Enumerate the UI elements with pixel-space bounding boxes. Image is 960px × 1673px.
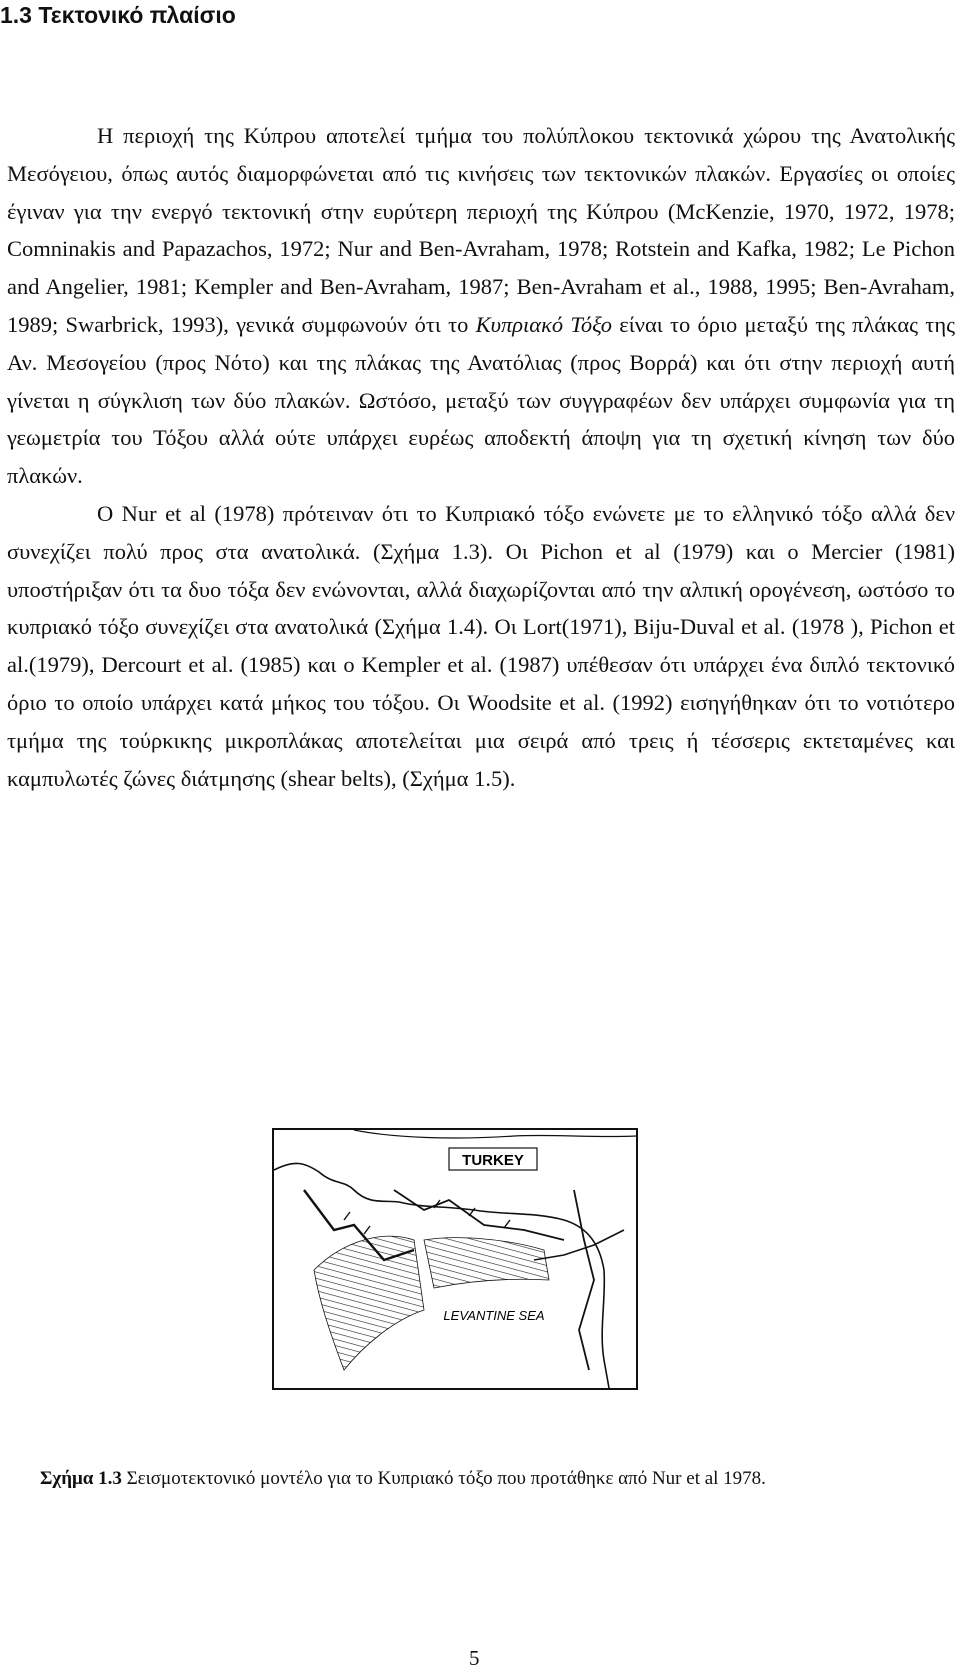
paragraph-1-part-2: είναι το όριο μεταξύ της πλάκας της Αν. Μεσογείου (προς Νότο) και της πλάκας της Ανατόλιας (προς Βορρά) και ότι στην περιοχή αυτή γίνεται η σύγκλιση των δύο πλακών. Ωστόσο, μεταξύ των συγγραφέων δεν υπάρχει συμφωνία για τη γεωμετρία του Τόξου αλλά ούτε υπάρχει ευρέως αποδεκτή άποψη για τη σχετική κίνηση των δύο πλακών. [7,311,955,489]
figure-caption [40,1468,766,1490]
section-heading: 1.3 Τεκτονικό πλαίσιο [0,2,236,28]
paragraph-2: Ο Nur et al (1978) πρότειναν ότι το Κυπριακό τόξο ενώνετε με το ελληνικό τόξο αλλά δεν συνεχίζει πολύ προς στα ανατολικά. (Σχήμα 1.3). Οι Pichon et al (1979) και ο Mercier (1981) υποστήριξαν ότι τα δυο τόξα δεν ενώνονται, αλλά διαχωρίζονται από την αλπική ορογένεση, ωστόσο το κυπριακό τόξο συνεχίζει στα ανατολικά (Σχήμα 1.4). Οι Lort(1971), Biju-Duval et al. (1978 ), Pichon et al.(1979), Dercourt et al. (1985) και ο Kempler et al. (1987) υπέθεσαν ότι υπάρχει ένα διπλό τεκτονικό όριο το οποίο υπάρχει κατά μήκος του τόξου. Οι Woodsite et al. (1992) εισηγήθηκαν ότι το νοτιότερο τμήμα της τούρκικης μικροπλάκας αποτελείται μια σειρά από τρεις ή τέσσερις εκτεταμένες και καμπυλωτές ζώνες διάτμησης (shear belts), (Σχήμα 1.5). [7,500,955,791]
turkey-label: TURKEY [462,1152,524,1169]
subduction-teeth [344,1200,510,1234]
caption-label: Σχήμα 1.3 [40,1468,122,1489]
body-text [7,117,955,797]
paragraph-1 [7,117,955,495]
caption-text: Σεισμοτεκτονικό μοντέλο για το Κυπριακό τόξο που προτάθηκε από Nur et al 1978. [121,1468,766,1489]
tectonic-map-drawing [274,1130,636,1388]
page-number: 5 [469,1646,480,1670]
fault-line-4 [534,1230,624,1260]
hatched-zone-east [424,1238,549,1288]
fault-line-3 [574,1190,594,1370]
northern-coast [354,1130,636,1138]
cyprus-arc-term: Κυπριακό Τόξο [475,311,613,337]
paragraph-1-part-1: Η περιοχή της Κύπρου αποτελεί τμήμα του πολύπλοκου τεκτονικά χώρου της Ανατολικής Μεσόγειου, όπως αυτός διαμορφώνεται από τις κινήσεις των τεκτονικών πλακών. Εργασίες οι οποίες έγιναν για την ενεργό τεκτονική στην ευρύτερη περιοχή της Κύπρου (McKenzie, 1970, 1972, 1978; Comninakis and Papazachos, 1972; Nur and Ben-Avraham, 1978; Rotstein and Kafka, 1982; Le Pichon and Angelier, 1981; Kempler and Ben-Avraham, 1987; Ben-Avraham et al., 1988, 1995; Ben-Avraham, 1989; Swarbrick, 1993), γενικά συμφωνούν ότι το [7,123,955,337]
levantine-sea-label: LEVANTINE SEA [443,1308,545,1323]
tectonic-map-figure [272,1128,638,1390]
hatched-zone-west [314,1236,424,1370]
